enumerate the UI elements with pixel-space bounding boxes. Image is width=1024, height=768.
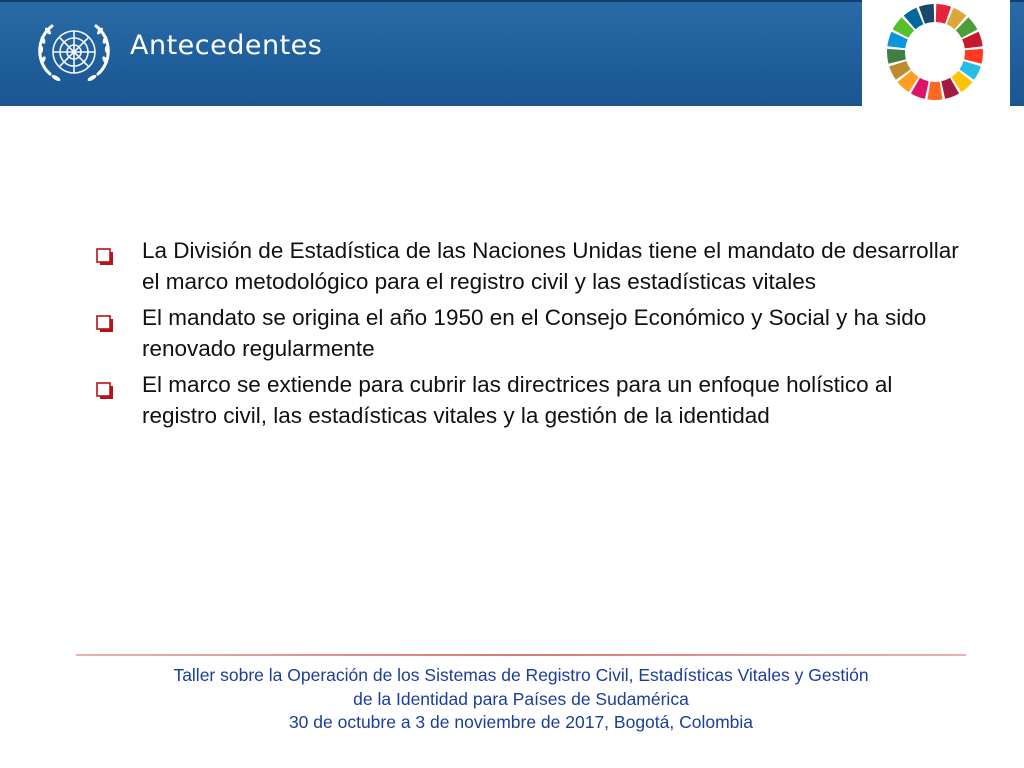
footer-divider — [76, 654, 966, 656]
checkbox-square-icon — [96, 378, 114, 396]
bullet-list — [90, 236, 970, 437]
bullet-text: La División de Estadística de las Naciones Unidas tiene el mandato de desarrollar el marco metodológico para el registro civil y las estadísticas vitales — [142, 238, 959, 294]
sdg-wheel-segment — [887, 49, 906, 64]
sdg-wheel-segment — [964, 49, 983, 64]
un-emblem-icon — [30, 16, 118, 90]
footer-line-2: de la Identidad para Países de Sudamérica — [353, 688, 689, 709]
slide-footer — [76, 664, 966, 735]
checkbox-square-icon — [96, 311, 114, 329]
bullet-text: El marco se extiende para cubrir las directrices para un enfoque holístico al registro civil, las estadísticas vitales y la gestión de la identidad — [142, 372, 893, 428]
bullet-item — [90, 370, 970, 431]
sdg-logo-panel — [862, 0, 1010, 106]
sdg-wheel-segment — [928, 82, 943, 100]
footer-line-3: 30 de octubre a 3 de noviembre de 2017, Bogotá, Colombia — [288, 712, 754, 732]
bullet-item — [90, 303, 970, 364]
slide-header — [0, 0, 1024, 106]
sdg-color-wheel-icon — [874, 0, 998, 106]
footer-line-1: Taller sobre la Operación de los Sistemas de Registro Civil, Estadísticas Vitales y Gestión — [173, 665, 869, 685]
checkbox-square-icon — [96, 244, 114, 262]
bullet-item — [90, 236, 970, 297]
slide-title: Antecedentes — [130, 30, 323, 61]
bullet-text: El mandato se origina el año 1950 en el Consejo Económico y Social y ha sido renovado regularmente — [142, 305, 927, 361]
